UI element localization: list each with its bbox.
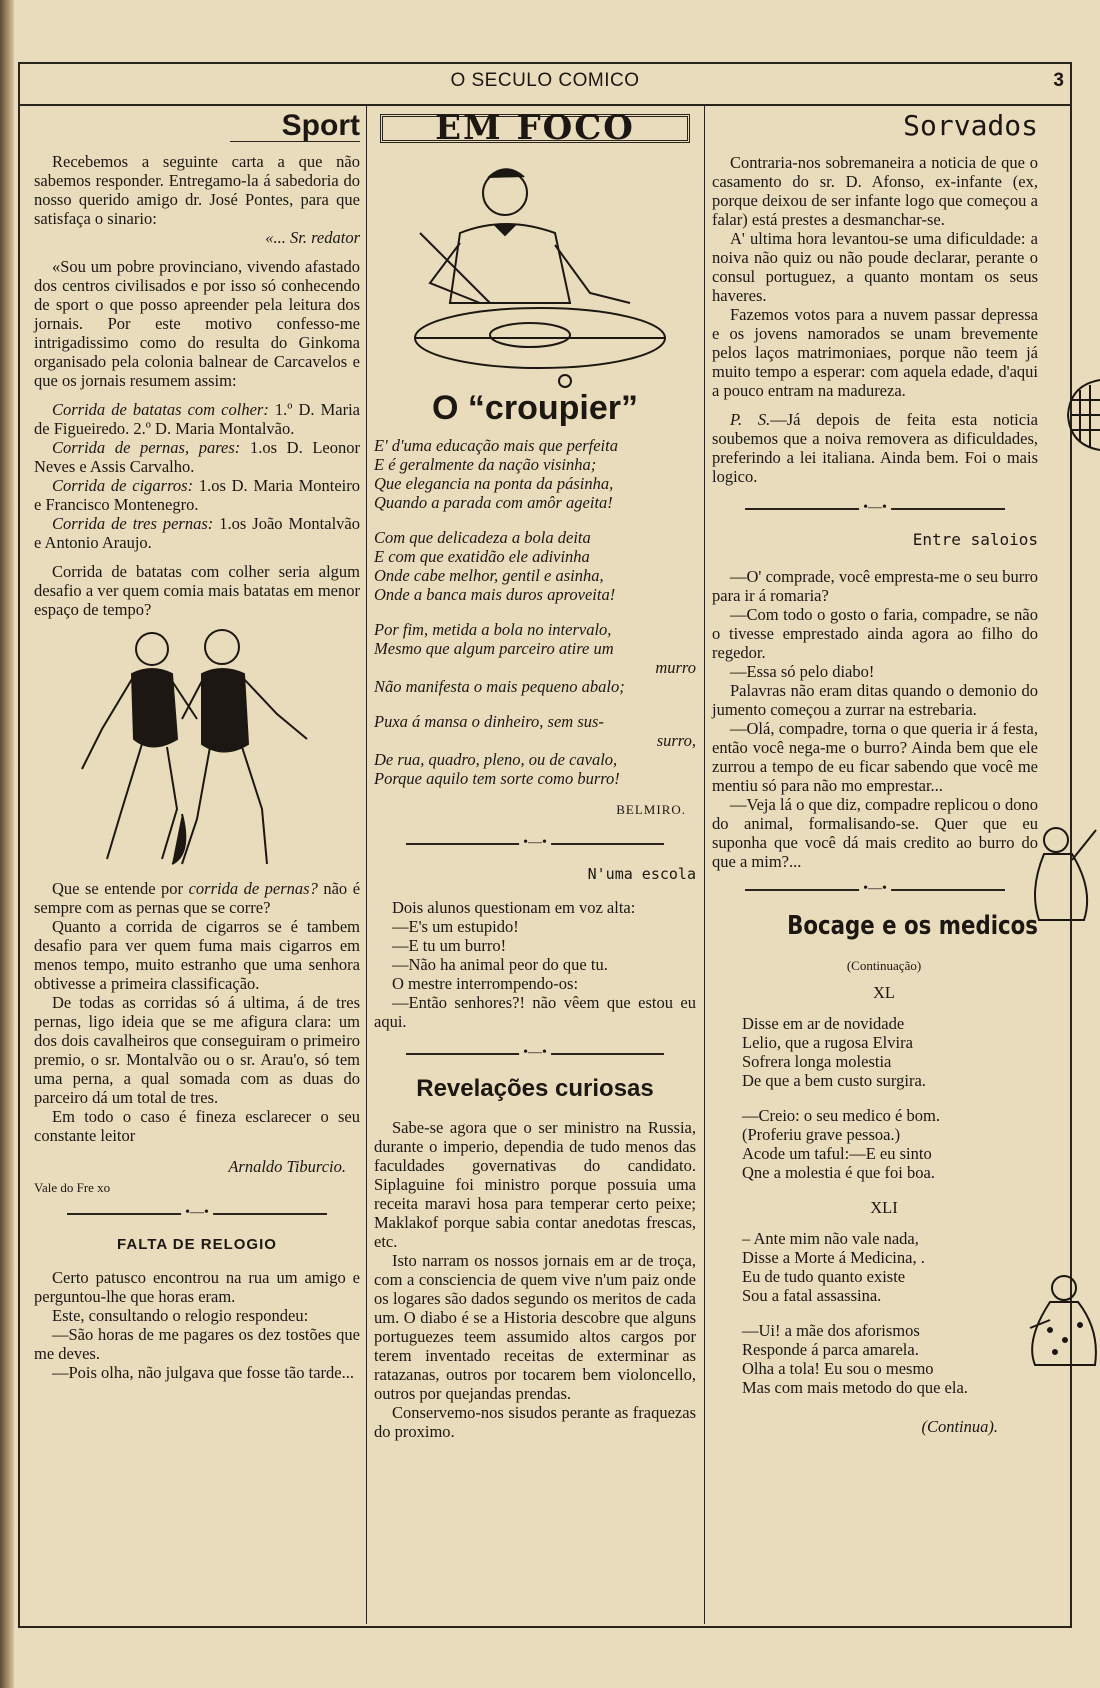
margin-child-drawing-2 [1020,1270,1100,1380]
revelacoes-p2: Isto narram os nossos jornais em ar de troça, com a consciencia de quem vive n'um paiz onde os logares são dados segundo os meritos de cada um. O diabo é se a Historia descobre que alguns portuguezes teem assumido altos cargos por terem inventado receitas de exterminar as ratazanas, outros por tocarem bem violoncello, outros por quejandas prendas. [374,1251,696,1403]
poem-stanza-1: E' d'uma educação mais que perfeita E é geralmente da nação visinha; Que elegancia na ponta da pásinha, Quando a parada com amôr ageita! [374,436,618,512]
sport-races [34,400,360,552]
escola-line: —Então senhores?! não vêem que estou eu aqui. [374,993,696,1031]
sorvados-p1: Contraria-nos sobremaneira a noticia de que o casamento do sr. D. Afonso, ex-infante (ex, porque deixou de ser infante logo que começou a falar) está prestes a desmanchar-se. [712,153,1038,229]
poem-stanza-2: Com que delicadeza a bola deita E com que exatidão ele adivinha Onde cabe melhor, gentil e asinha, Onde a banca mais duros aproveita! [374,528,616,604]
sport-para-5: Em todo o caso é fineza esclarecer o seu constante leitor [34,1107,360,1145]
sport-signature: Arnaldo Tiburcio. [228,1157,346,1176]
escola-title: N'uma escola [587,865,696,883]
relogio-p4: —Pois olha, não julgava que fosse tão tarde... [52,1363,354,1382]
bocage-xl-stanza-1: Disse em ar de novidade Lelio, que a rugosa Elvira Sofrera longa molestia De que a bem custo surgira. [742,1014,926,1090]
saloios-p3: —Essa só pelo diabo! [730,662,875,681]
sport-question-1: Corrida de batatas com colher seria algum desafio a ver quem comia mais batatas em menor espaço de tempo? [34,562,360,619]
sport-intro: Recebemos a seguinte carta a que não sabemos responder. Entregamo-la á sabedoria do nosso querido amigo dr. José Pontes, para que satisfaça o sinario: [34,152,360,228]
sport-title: Sport [281,109,360,142]
saloios-p2: —Com todo o gosto o faria, compadre, se não o tivesse emprestado ainda agora ao filho do regedor. [712,605,1038,662]
race-item: Corrida de pernas, pares: 1.os D. Leonor Neves e Assis Carvalho. [34,438,361,476]
em-foco-title: EM FOCO [435,108,635,148]
bocage-continuation: (Continuação) [846,958,922,973]
sport-question-2: Que se entende por corrida de pernas? não é sempre com as pernas que se corre? [34,879,361,917]
section-divider [67,1213,328,1225]
escola-line: O mestre interrompendo-os: [392,974,579,993]
escola-line: Dois alunos questionam em voz alta: [392,898,636,917]
column-rule-2 [704,106,705,1624]
masthead-title: O SECULO COMICO [450,70,640,91]
masthead-bar [18,66,1072,106]
bocage-roman-xli: XLI [870,1198,898,1217]
croupier-illustration [390,153,680,393]
sport-letter: «Sou um pobre provinciano, vivendo afastado dos centros civilisados e por isso só conhecendo de sport o que posso apreender pela leitura dos jornais. Por este motivo confesso-me intrigadissimo como do resulta do Ginkoma organisado pela colonia balnear de Carcavelos e que os jornais resumem assim: [34,257,360,390]
wrestlers-illustration [52,619,342,879]
bocage-continua: (Continua). [921,1417,998,1436]
section-divider [406,843,664,855]
poem-stanza-4: Puxa á mansa o dinheiro, sem sus- surro, De rua, quadro, pleno, ou de cavalo, Porque aquilo tem sorte como burro! [374,712,696,788]
page-binding-edge [0,0,14,1688]
bocage-title: Bocage e os medicos [787,911,1038,941]
relogio-p2: Este, consultando o relogio respondeu: [52,1306,309,1325]
relogio-title: FALTA DE RELOGIO [117,1236,277,1253]
bocage-xli-stanza-1: – Ante mim não vale nada, Disse a Morte á Medicina, . Eu de tudo quanto existe Sou a fatal assassina. [742,1229,925,1305]
saloios-p6: —Veja lá o que diz, compadre replicou o dono do animal, formalisando-se. Quer que eu suponha que você dá mais credito ao burro do que a mim?... [712,795,1038,871]
sport-para-4: De todas as corridas só á ultima, á de tres pernas, ligo ideia que se me afigura clara: um dos dois cavalheiros que conseguiram o primeiro premio, o sr. Montalvão ou o sr. Arau'o, só tem uma perna, a qual somada com as duas do parceiro dá um total de tres. [34,993,360,1107]
page-number: 3 [1053,70,1064,91]
sorvados-p3: Fazemos votos para a nuvem passar depressa e os jovens namorados se unam brevemente pelos laços matrimoniaes, porque não teem já muito tempo a esperar: com aquela edade, d'aqui a pouco entram na madureza. [712,305,1038,400]
column-middle [374,108,696,1441]
column-right [712,109,1038,1436]
escola-line: —Não ha animal peor do que tu. [392,955,608,974]
poem-title: O “croupier” [432,389,638,427]
race-item: Corrida de batatas com colher: 1.º D. Maria de Figueiredo. 2.º D. Maria Montalvão. [34,400,361,438]
sport-place: Vale do Fre xo [34,1180,111,1195]
saloios-p1: —O' comprade, você empresta-me o seu burro para ir á romaria? [712,567,1038,605]
margin-lantern-drawing [1060,370,1100,460]
revelacoes-p1: Sabe-se agora que o ser ministro na Russia, durante o imperio, dependia de tudo menos das faculdades governativas do candidato. Siplaguine foi ministro porque possuia uma receita maravi hosa para temperar certo peixe; Maklakof porque sabia contar anedotas frescas, etc. [374,1118,696,1251]
sport-para-3: Quanto a corrida de cigarros se é tambem desafio para ver quem fuma mais cigarros em menos tempo, muito estranho que uma senhora obtivesse a primeira classificação. [34,917,360,993]
revelacoes-title: Revelações curiosas [416,1075,654,1102]
relogio-p1: Certo patusco encontrou na rua um amigo e perguntou-lhe que horas eram. [34,1268,360,1306]
escola-line: —E's um estupido! [392,917,519,936]
race-item: Corrida de tres pernas: 1.os João Montalvão e Antonio Araujo. [34,514,360,552]
bocage-xl-stanza-2: —Creio: o seu medico é bom. (Proferiu grave pessoa.) Acode um taful:—E eu sinto Qne a molestia é que foi boa. [742,1106,940,1182]
section-divider [745,508,1006,520]
column-left [34,109,361,1382]
poem-stanza-3: Por fim, metida a bola no intervalo, Mesmo que algum parceiro atire um murro Não manifesta o mais pequeno abalo; [374,620,696,696]
saloios-title: Entre saloios [912,530,1038,549]
em-foco-box [380,108,690,148]
column-rule-1 [366,106,367,1624]
poem-author: BELMIRO. [616,802,686,817]
relogio-p3: —São horas de me pagares os dez tostões que me deves. [34,1325,360,1363]
bocage-xli-stanza-2: —Ui! a mãe dos aforismos Responde á parca amarela. Olha a tola! Eu sou o mesmo Mas com mais metodo do que ela. [742,1321,968,1397]
escola-line: —E tu um burro! [392,936,507,955]
margin-child-drawing-1 [1024,820,1100,940]
sorvados-ps: P. S.—Já depois de feita esta noticia soubemos que a noiva removera as dificuldades, preferindo a lei italiana. Ainda bem. Foi o mais logico. [712,410,1038,486]
section-divider [745,889,1006,901]
sorvados-title: Sorvados [903,109,1038,142]
race-item: Corrida de cigarros: 1.os D. Maria Monteiro e Francisco Montenegro. [34,476,361,514]
revelacoes-p3: Conservemo-nos sisudos perante as fraquezas do proximo. [374,1403,696,1441]
sorvados-p2: A' ultima hora levantou-se uma dificuldade: a noiva não quiz ou não poude declarar, perante o consul portuguez, a quanto montam os seus haveres. [712,229,1038,305]
saloios-p4: Palavras não eram ditas quando o demonio do jumento começou a zurrar na estrebaria. [712,681,1038,719]
section-divider [406,1053,664,1065]
saloios-p5: —Olá, compadre, torna o que queria ir á festa, então você nega-me o burro? Ainda bem que ele zurrou a tempo de eu ficar sabendo que você me mentiu só para não mo emprestar... [712,719,1038,795]
bocage-roman-xl: XL [873,983,895,1002]
sport-salutation: «... Sr. redator [265,228,360,247]
